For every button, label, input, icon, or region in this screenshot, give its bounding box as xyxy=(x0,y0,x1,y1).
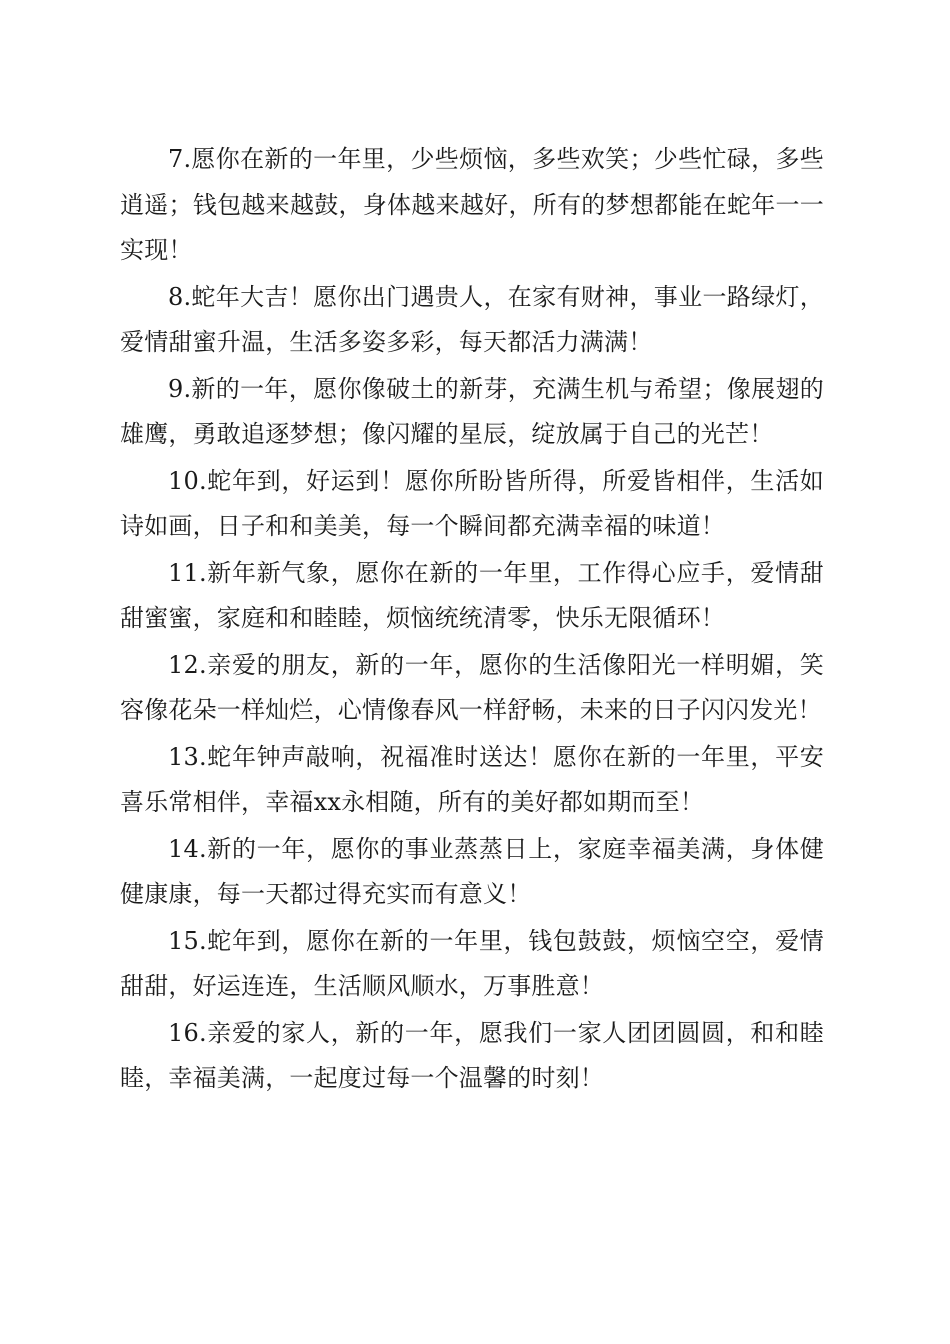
greeting-paragraph-7: 7.愿你在新的一年里，少些烦恼，多些欢笑；少些忙碌，多些逍遥；钱包越来越鼓，身体越来越好，所有的梦想都能在蛇年一一实现！ xyxy=(120,145,824,264)
greeting-paragraph-8: 8.蛇年大吉！愿你出门遇贵人，在家有财神，事业一路绿灯，爱情甜蜜升温，生活多姿多彩，每天都活力满满！ xyxy=(120,282,824,356)
greeting-paragraph-11: 11.新年新气象，愿你在新的一年里，工作得心应手，爱情甜甜蜜蜜，家庭和和睦睦，烦恼统统清零，快乐无限循环！ xyxy=(120,558,824,632)
document-body xyxy=(120,137,824,1103)
greeting-paragraph-9: 9.新的一年，愿你像破土的新芽，充满生机与希望；像展翅的雄鹰，勇敢追逐梦想；像闪耀的星辰，绽放属于自己的光芒！ xyxy=(120,374,824,448)
greeting-paragraph-16: 16.亲爱的家人，新的一年，愿我们一家人团团圆圆，和和睦睦，幸福美满，一起度过每一个温馨的时刻！ xyxy=(120,1018,824,1092)
greeting-paragraph-12: 12.亲爱的朋友，新的一年，愿你的生活像阳光一样明媚，笑容像花朵一样灿烂，心情像春风一样舒畅，未来的日子闪闪发光！ xyxy=(120,650,824,724)
greeting-paragraph-14: 14.新的一年，愿你的事业蒸蒸日上，家庭幸福美满，身体健健康康，每一天都过得充实而有意义！ xyxy=(120,834,824,908)
greeting-paragraph-15: 15.蛇年到，愿你在新的一年里，钱包鼓鼓，烦恼空空，爱情甜甜，好运连连，生活顺风顺水，万事胜意！ xyxy=(120,926,824,1000)
greeting-paragraph-10: 10.蛇年到，好运到！愿你所盼皆所得，所爱皆相伴，生活如诗如画，日子和和美美，每一个瞬间都充满幸福的味道！ xyxy=(120,466,824,540)
greeting-paragraph-13: 13.蛇年钟声敲响，祝福准时送达！愿你在新的一年里，平安喜乐常相伴，幸福xx永相随，所有的美好都如期而至！ xyxy=(120,742,824,816)
